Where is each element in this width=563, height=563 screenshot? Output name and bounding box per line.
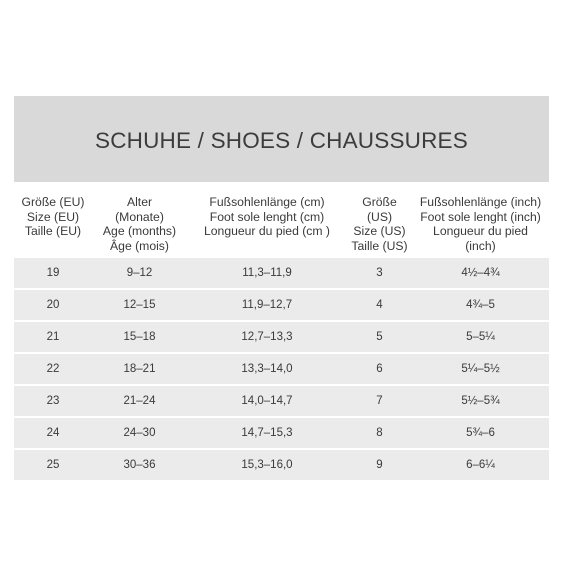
cell-size-us: 3 [347,258,412,289]
cell-age: 15–18 [92,321,187,353]
cell-age: 18–21 [92,353,187,385]
header-line: Taille (US) [351,238,408,253]
cell-size-eu: 20 [14,289,92,321]
cell-size-eu: 22 [14,353,92,385]
cell-age: 9–12 [92,258,187,289]
header-line: Longueur du pied [433,224,528,238]
table-row [14,353,549,385]
cell-age: 30–36 [92,449,187,481]
cell-size-eu: 19 [14,258,92,289]
header-line: Fußsohlenlänge (inch) [419,195,542,209]
cell-length-inch: 4¾–5 [412,289,549,321]
size-table [14,182,549,482]
header-size-eu [14,182,92,258]
cell-length-inch: 5¾–6 [412,417,549,449]
cell-length-cm: 14,0–14,7 [187,385,347,417]
cell-length-cm: 14,7–15,3 [187,417,347,449]
table-row [14,321,549,353]
table-header [14,182,549,258]
header-line: (US) [366,209,393,224]
header-age [92,182,187,258]
header-line: Alter [126,195,153,209]
header-foot-length-cm [187,182,347,258]
cell-size-us: 8 [347,417,412,449]
header-line: Longueur du pied (cm ) [203,224,330,238]
header-line: (Monate) [115,209,164,224]
cell-length-inch: 5–5¼ [412,321,549,353]
header-line: (inch) [465,238,496,253]
cell-length-cm: 13,3–14,0 [187,353,347,385]
header-line: Taille (EU) [24,224,82,238]
header-line: Foot sole lenght (cm) [209,209,325,224]
cell-length-inch: 5¼–5½ [412,353,549,385]
cell-length-cm: 11,3–11,9 [187,258,347,289]
table-row [14,417,549,449]
cell-size-eu: 21 [14,321,92,353]
header-foot-length-inch [412,182,549,258]
cell-size-us: 6 [347,353,412,385]
cell-size-us: 5 [347,321,412,353]
header-line: Größe [362,195,397,209]
header-line: Größe (EU) [21,195,85,209]
cell-length-inch: 5½–5¾ [412,385,549,417]
cell-age: 21–24 [92,385,187,417]
cell-age: 24–30 [92,417,187,449]
table-body [14,258,549,481]
cell-length-cm: 15,3–16,0 [187,449,347,481]
title-band [14,96,549,182]
cell-size-us: 4 [347,289,412,321]
cell-length-cm: 11,9–12,7 [187,289,347,321]
header-size-us [347,182,412,258]
cell-size-us: 9 [347,449,412,481]
table-row [14,258,549,289]
cell-size-eu: 25 [14,449,92,481]
cell-age: 12–15 [92,289,187,321]
table-row [14,289,549,321]
header-line: Age (months) [102,224,177,238]
cell-length-inch: 4½–4¾ [412,258,549,289]
header-line: Âge (mois) [110,238,169,253]
header-line: Fußsohlenlänge (cm) [209,195,325,209]
header-line: Size (US) [353,224,406,238]
size-chart [14,96,549,482]
header-line: Size (EU) [26,209,80,224]
cell-length-inch: 6–6¼ [412,449,549,481]
cell-size-eu: 23 [14,385,92,417]
page-title: SCHUHE / SHOES / CHAUSSURES [95,128,468,153]
header-line: Foot sole lenght (inch) [420,209,541,224]
cell-size-eu: 24 [14,417,92,449]
cell-length-cm: 12,7–13,3 [187,321,347,353]
table-row [14,449,549,481]
table-row [14,385,549,417]
cell-size-us: 7 [347,385,412,417]
